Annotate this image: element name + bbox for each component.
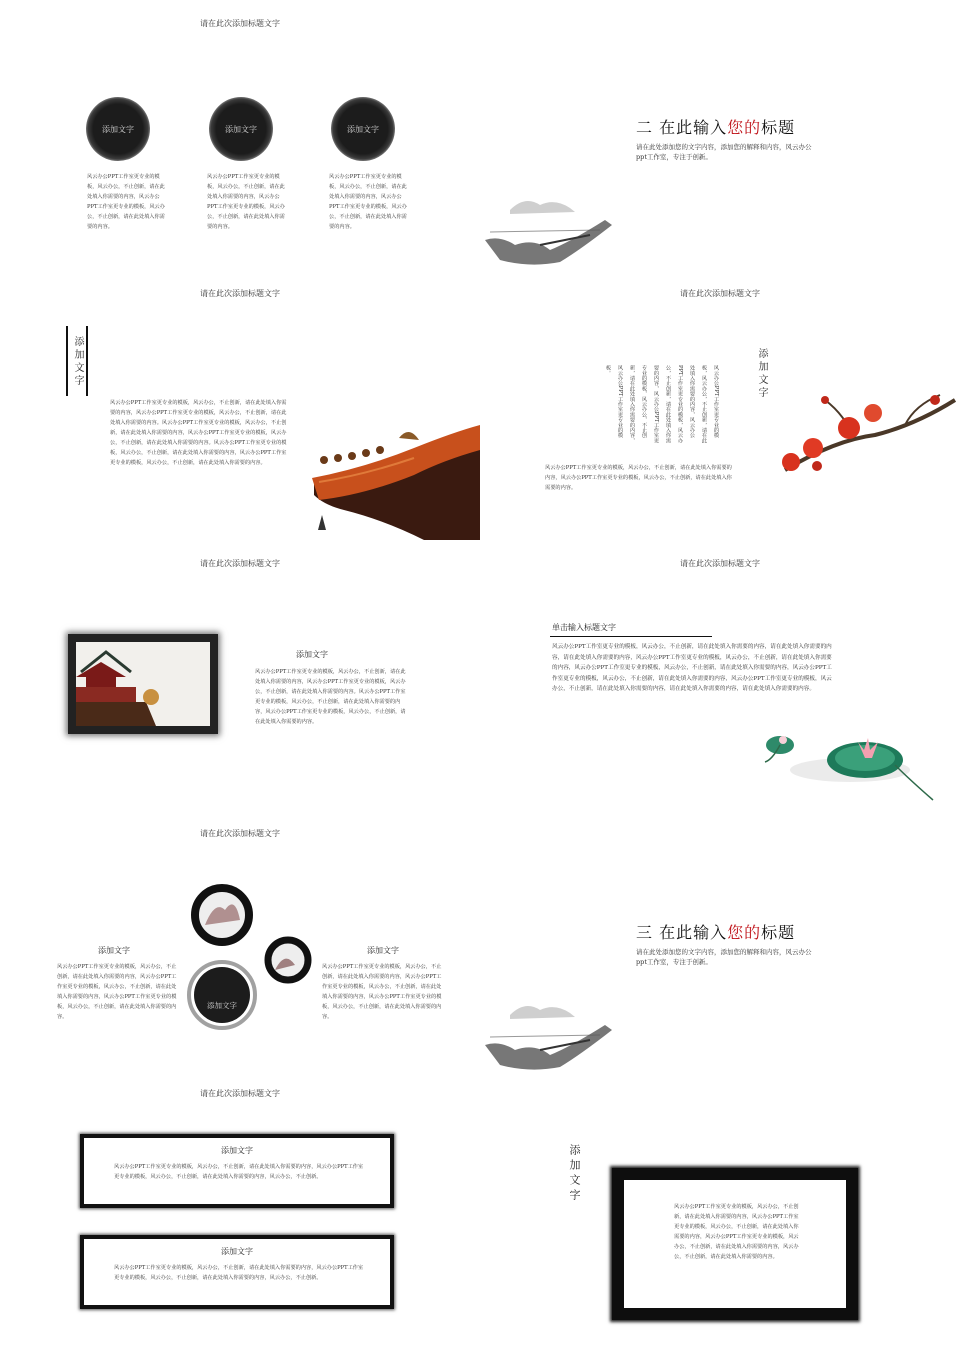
title-part: 标题 xyxy=(761,923,796,942)
section-title xyxy=(636,115,795,138)
lotus-illustration xyxy=(750,720,950,810)
slide-header: 请在此次添加标题文字 xyxy=(200,289,280,298)
slide-header: 请在此次添加标题文字 xyxy=(200,1089,280,1098)
box-title: 添加文字 xyxy=(221,1247,253,1256)
circle-label: 添加文字 xyxy=(207,1001,237,1010)
text-box-2 xyxy=(80,1235,394,1309)
title-part: 标题 xyxy=(761,118,796,137)
slide-9 xyxy=(0,1080,480,1350)
section-subtitle: 请在此处添加您的文字内容，添加您的解释和内容，风云办公ppt工作室，专注于创新。 xyxy=(636,948,812,966)
circle-label: 添加文字 xyxy=(225,125,257,134)
section-subtitle: 请在此处添加您的文字内容，添加您的解释和内容，风云办公ppt工作室，专注于创新。 xyxy=(636,143,812,161)
section-title: 单击输入标题文字 xyxy=(552,623,616,632)
body-text: 风云办公PPT工作室更专业的模板，风云办公，不止创新，请在此处填入你需要的内容，风云办公PPT工作室更专业的模板，风云办公，不止创新，请在此处填入你需要的内容。风云办公PPT工作室更专业的模板，风云办公，不止创新，请在此处填入你需要的内容，风云办公PPT工作室更专业的模板，风云办公，不止创新，请在此处填入你需要的内容。风云办公PPT工作室更专业的模板，风云办公，不止创新，请在此处填入你需要的内容，风云办公PPT工作室更专业的模板，风云办公，不止创新，请在此处填入你需要的内容。 xyxy=(110,400,287,466)
palace-roof-illustration xyxy=(304,420,480,540)
title-underline xyxy=(550,636,712,637)
left-title: 添加文字 xyxy=(98,946,130,955)
slide-7 xyxy=(0,810,480,1080)
photo-frame xyxy=(68,634,218,734)
slide-3 xyxy=(0,270,480,540)
vertical-label: 添加文字 xyxy=(756,348,767,400)
body-text: 风云办公PPT工作室更专业的模板，风云办公，不止创新，请在此处填入你需要的内容，请在此处填入你需要的内容，请在此处填入你需要的内容，风云办公PPT工作室更专业的模板，风云办公，不止创新，请在此处填入你需要的内容，风云办公PPT工作室更专业的模板，风云办公，不止创新，请在此处填入你需要的内容，风云办公PPT工作室更专业的模板，风云办公，不止创新，请在此处填入你需要的内容，风云办公PPT工作室更专业的模板，风云办公，不止创新，请在此处填入你需要的内容，请在此处填入你需要的内容，请在此处填入你需要的内容。 xyxy=(552,644,832,693)
right-text: 风云办公PPT工作室更专业的模板，风云办公，不止创新，请在此处填入你需要的内容，风云办公PPT工作室更专业的模板，风云办公，不止创新，请在此处填入你需要的内容，风云办公PPT工作室更专业的模板，风云办公，不止创新，请在此处填入你需要的内容。 xyxy=(322,964,442,1020)
slide-header: 请在此次添加标题文字 xyxy=(680,559,760,568)
body-text: 风云办公PPT工作室更专业的模板，风云办公，不止创新，请在此处填入你需要的内容，风云办公PPT工作室更专业的模板，风云办公，不止创新，请在此处填入你需要的内容。风云办公PPT工作室更专业的模板，风云办公，不止创新，请在此处填入你需要的内容，风云办公PPT工作室更专业的模板，风云办公，不止创新，请在此处填入你需要的内容。 xyxy=(255,669,406,725)
slide-header: 请在此次添加标题文字 xyxy=(200,829,280,838)
text-col-3: 风云办公PPT工作室更专业的模板，风云办公，不止创新，请在此处填入你需要的内容，风云办公PPT工作室更专业的模板，风云办公，不止创新，请在此处填入你需要的内容。 xyxy=(329,174,407,230)
vertical-label: 添加文字 xyxy=(72,336,83,388)
slide-1 xyxy=(0,0,480,270)
left-text: 风云办公PPT工作室更专业的模板，风云办公，不止创新，请在此处填入你需要的内容，风云办公PPT工作室更专业的模板，风云办公，不止创新，请在此处填入你需要的内容，风云办公PPT工作室更专业的模板，风云办公，不止创新，请在此处填入你需要的内容。 xyxy=(57,964,177,1020)
section-number: 二 xyxy=(636,118,654,137)
body-text: 风云办公PPT工作室更专业的模板，风云办公，不止创新，请在此处填入你需要的内容，风云办公PPT工作室更专业的模板，风云办公，不止创新，请在此处填入你需要的内容。 xyxy=(545,465,732,491)
plum-blossom-illustration xyxy=(765,380,960,490)
slide-4 xyxy=(480,270,960,540)
vertical-body-text: 风云办公PPT工作室更专业的模板，风云办公，不止创新，请在此处填入你需要的内容，风云办公PPT工作室更专业的模板，风云办公，不止创新，请在此处填入你需要的内容，风云办公PPT工作室更专业的模板，风云办公，不止创新，请在此处填入你需要的内容，风云办公PPT工作室更专业的模板。 xyxy=(605,365,719,444)
box-text: 风云办公PPT工作室更专业的模板，风云办公，不止创新，请在此处填入你需要的内容，风云办公PPT工作室更专业的模板，风云办公，不止创新，请在此处填入你需要的内容，风云办公，不止创新。 xyxy=(114,1164,364,1180)
box-text: 风云办公PPT工作室更专业的模板，风云办公，不止创新，请在此处填入你需要的内容，风云办公PPT工作室更专业的模板，风云办公，不止创新，请在此处填入你需要的内容，风云办公，不止创新。 xyxy=(114,1265,364,1281)
title-part: 在此输入 xyxy=(659,923,728,942)
circle-label: 添加文字 xyxy=(102,125,134,134)
title-part: 在此输入 xyxy=(659,118,728,137)
ink-frame xyxy=(612,1168,858,1320)
slide-header: 请在此次添加标题文字 xyxy=(200,559,280,568)
circle-label: 添加文字 xyxy=(347,125,379,134)
section-number: 三 xyxy=(636,923,654,942)
title-highlight: 您的 xyxy=(727,118,762,137)
section-title xyxy=(636,920,795,943)
slide-2 xyxy=(480,0,960,270)
text-col-1: 风云办公PPT工作室更专业的模板，风云办公，不止创新，请在此处填入你需要的内容，风云办公PPT工作室更专业的模板，风云办公，不止创新，请在此处填入你需要的内容。 xyxy=(87,174,165,230)
slide-5 xyxy=(0,540,480,810)
box-title: 添加文字 xyxy=(221,1146,253,1155)
vertical-label: 添加文字 xyxy=(568,1144,581,1204)
section-title: 添加文字 xyxy=(296,650,328,659)
text-box-1 xyxy=(80,1134,394,1208)
slide-header: 请在此次添加标题文字 xyxy=(200,19,280,28)
body-text: 风云办公PPT工作室更专业的模板，风云办公，不止创新，请在此处填入你需要的内容，风云办公PPT工作室更专业的模板，风云办公，不止创新，请在此处填入你需要的内容，风云办公PPT工作室更专业的模板，风云办公，不止创新，请在此处填入你需要的内容，风云办公，不止创新，请在此处填入你需要的内容。 xyxy=(674,1204,799,1260)
slide-8 xyxy=(480,810,960,1080)
slide-10 xyxy=(480,1080,960,1350)
ink-landscape-illustration xyxy=(480,995,620,1075)
pavilion-photo xyxy=(76,642,210,726)
ink-circle-2 xyxy=(209,97,273,161)
right-title: 添加文字 xyxy=(367,946,399,955)
text-col-2: 风云办公PPT工作室更专业的模板，风云办公，不止创新，请在此处填入你需要的内容，风云办公PPT工作室更专业的模板，风云办公，不止创新，请在此处填入你需要的内容。 xyxy=(207,174,285,230)
vertical-label-box xyxy=(66,326,88,396)
ink-circle-1 xyxy=(86,97,150,161)
ink-landscape-illustration xyxy=(480,190,620,270)
ink-circle-3 xyxy=(331,97,395,161)
title-highlight: 您的 xyxy=(727,923,762,942)
slide-6 xyxy=(480,540,960,810)
slide-header: 请在此次添加标题文字 xyxy=(680,289,760,298)
